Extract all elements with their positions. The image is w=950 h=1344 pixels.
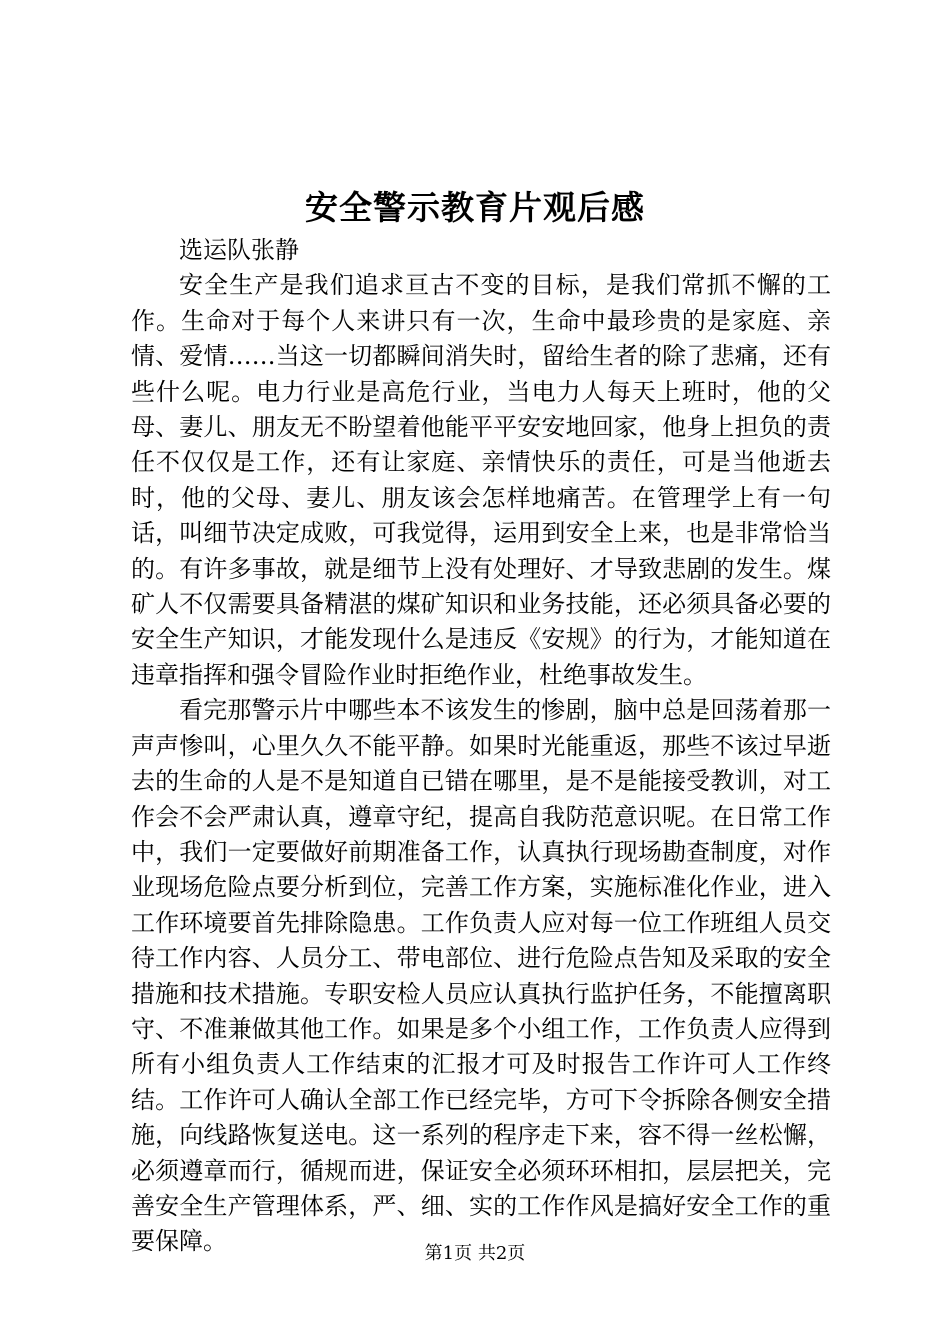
- paragraph-1: 安全生产是我们追求亘古不变的目标，是我们常抓不懈的工作。生命对于每个人来讲只有一次，生命中最珍贵的是家庭、亲情、爱情……当这一切都瞬间消失时，留给生者的除了悲痛，还有些什么呢。电力行业是高危行业，当电力人每天上班时，他的父母、妻儿、朋友无不盼望着他能平平安安地回家，他身上担负的责任不仅仅是工作，还有让家庭、亲情快乐的责任，可是当他逝去时，他的父母、妻儿、朋友该会怎样地痛苦。在管理学上有一句话，叫细节决定成败，可我觉得，运用到安全上来，也是非常恰当的。有许多事故，就是细节上没有处理好、才导致悲剧的发生。煤矿人不仅需要具备精湛的煤矿知识和业务技能，还必须具备必要的安全生产知识，才能发现什么是违反《安规》的行为，才能知道在违章指挥和强令冒险作业时拒绝作业，杜绝事故发生。: [131, 271, 831, 689]
- author-line: 选运队张静: [179, 236, 299, 264]
- page-footer: 第1页 共2页: [424, 1243, 526, 1264]
- paragraph-2: 看完那警示片中哪些本不该发生的惨剧，脑中总是回荡着那一声声惨叫，心里久久不能平静。如果时光能重返，那些不该过早逝去的生命的人是不是知道自已错在哪里，是不是能接受教训，对工作会不会严肃认真，遵章守纪，提高自我防范意识呢。在日常工作中，我们一定要做好前期准备工作，认真执行现场勘查制度，对作业现场危险点要分析到位，完善工作方案，实施标准化作业，进入工作环境要首先排除隐患。工作负责人应对每一位工作班组人员交待工作内容、人员分工、带电部位、进行危险点告知及采取的安全措施和技术措施。专职安检人员应认真执行监护任务，不能擅离职守、不准兼做其他工作。如果是多个小组工作，工作负责人应得到所有小组负责人工作结束的汇报才可及时报告工作许可人工作终结。工作许可人确认全部工作已经完毕，方可下令拆除各侧安全措施，向线路恢复送电。这一系列的程序走下来，容不得一丝松懈，必须遵章而行，循规而进，保证安全必须环环相扣，层层把关，完善安全生产管理体系，严、细、实的工作作风是搞好安全工作的重要保障。: [131, 696, 831, 1256]
- document-title: 安全警示教育片观后感: [305, 188, 645, 227]
- document-body: [131, 233, 831, 1260]
